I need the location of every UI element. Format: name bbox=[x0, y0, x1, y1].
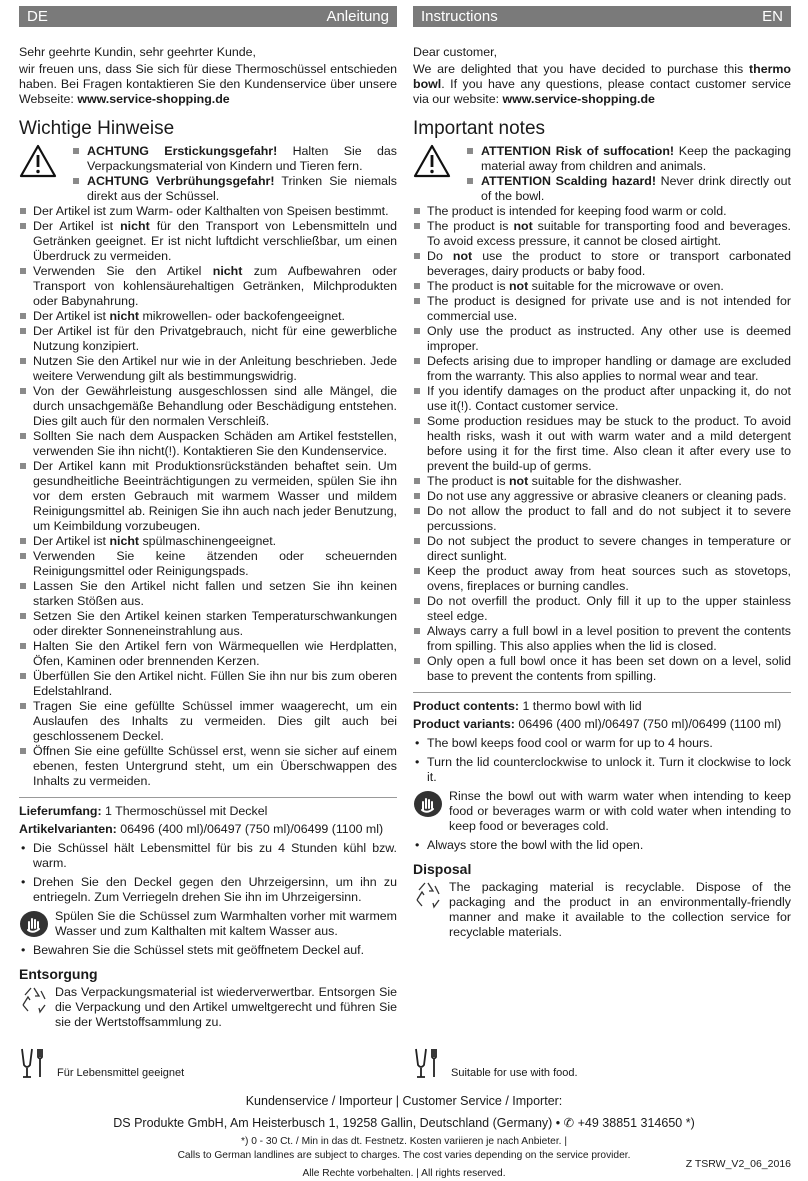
warning-item: ATTENTION Risk of suffocation! Keep the packaging material away from children and animals. bbox=[459, 144, 791, 174]
contents-line: Lieferumfang: 1 Thermoschüssel mit Deckel bbox=[19, 804, 268, 818]
disposal-block bbox=[413, 880, 791, 940]
german-header bbox=[19, 6, 397, 27]
list-item: Der Artikel ist nicht mikrowellen- oder backofengeeignet. bbox=[19, 309, 397, 324]
storage-list bbox=[19, 943, 397, 958]
warning-item: ACHTUNG Verbrühungsgefahr! Trinken Sie niemals direkt aus der Schüssel. bbox=[65, 174, 397, 204]
list-item: Only use the product as instructed. Any other use is deemed improper. bbox=[413, 324, 791, 354]
greeting: Sehr geehrte Kundin, sehr geehrter Kunde, bbox=[19, 45, 256, 59]
recycling-icon bbox=[413, 880, 443, 910]
section-title-notes: Important notes bbox=[413, 118, 546, 139]
list-item: Verwenden Sie keine ätzenden oder scheuernden Reinigungsmittel oder Reinigungspads. bbox=[19, 549, 397, 579]
warning-block bbox=[19, 144, 397, 204]
list-item: Do not use the product to store or transport carbonated beverages, dairy products or baby food. bbox=[413, 249, 791, 279]
variants-line: Artikelvarianten: 06496 (400 ml)/06497 (750 ml)/06499 (1100 ml) bbox=[19, 822, 384, 836]
list-item: Der Artikel ist für den Privatgebrauch, nicht für eine gewerbliche Nutzung konzipiert. bbox=[19, 324, 397, 354]
list-item: • Turn the lid counterclockwise to unlock it. Turn it clockwise to lock it. bbox=[413, 755, 791, 785]
list-item: Tragen Sie eine gefüllte Schüssel immer waagerecht, um ein Auslaufen des Inhalts zu vermeiden. Dies gilt auch bei geschlossenem Deckel. bbox=[19, 699, 397, 744]
disposal-text: Das Verpackungsmaterial ist wiederverwertbar. Entsorgen Sie die Verpackung und den Artikel umweltgerecht und führen Sie sie der Wertstoffsammlung zu. bbox=[55, 985, 397, 1029]
list-item: Only open a full bowl once it has been set down on a level, solid base to prevent the contents from spilling. bbox=[413, 654, 791, 684]
tip-block bbox=[19, 909, 397, 939]
list-item: Defects arising due to improper handling or damage are excluded from the warranty. This also applies to normal wear and tear. bbox=[413, 354, 791, 384]
footer-service-title: Kundenservice / Importeur | Customer Service / Importer: bbox=[245, 1094, 563, 1108]
disposal-text: The packaging material is recyclable. Dispose of the packaging and the product in an environmentally-friendly manner and make it available to the collection service for recyclable materials. bbox=[449, 880, 791, 939]
intro-text: We are delighted that you have decided to purchase this thermo bowl. If you have any questions, please contact customer service via our website: www.service-shopping.de bbox=[413, 62, 791, 106]
glass-fork-icon bbox=[19, 1047, 49, 1079]
intro bbox=[19, 45, 397, 107]
header-title: Anleitung bbox=[326, 8, 389, 25]
list-item: • Always store the bowl with the lid open. bbox=[413, 838, 791, 853]
food-safe-label: Für Lebensmittel geeignet bbox=[57, 1067, 185, 1079]
footer-address: DS Produkte GmbH, Am Heisterbusch 1, 19258 Gallin, Deutschland (Germany) • ✆ +49 38851 314650 *) bbox=[113, 1116, 695, 1130]
list-item: The product is not suitable for the dishwasher. bbox=[413, 474, 791, 489]
food-safe-de bbox=[19, 1047, 184, 1079]
header-lang-code: EN bbox=[762, 8, 783, 25]
hand-tip-icon bbox=[19, 909, 49, 939]
phone-icon: ✆ bbox=[563, 1116, 575, 1130]
warning-triangle-icon bbox=[413, 144, 451, 178]
header-lang-code: DE bbox=[27, 8, 48, 25]
list-item: Some production residues may be stuck to the product. To avoid health risks, wash it out with warm water and a mild detergent before using it for the first time. Also clean it after every use to prevent the build-up of germs. bbox=[413, 414, 791, 474]
list-item: Der Artikel kann mit Produktionsrückständen behaftet sein. Um gesundheitliche Beeinträchtigungen zu vermeiden, spülen Sie ihn vor dem ersten Gebrauch mit warmem Wasser und mildem Reinigungsmittel ab. Reinigen Sie ihn auch nach jeder Benutzung, um Keimbildung vorzubeugen. bbox=[19, 459, 397, 534]
list-item: Do not overfill the product. Only fill it up to the upper stainless steel edge. bbox=[413, 594, 791, 624]
list-item: Keep the product away from heat sources such as stovetops, ovens, fireplaces or burning candles. bbox=[413, 564, 791, 594]
usage-list bbox=[413, 736, 791, 785]
list-item: Do not allow the product to fall and do not subject it to severe percussions. bbox=[413, 504, 791, 534]
section-title-disposal: Disposal bbox=[413, 861, 472, 877]
list-item: • Bewahren Sie die Schüssel stets mit geöffnetem Deckel auf. bbox=[19, 943, 397, 958]
divider bbox=[413, 692, 791, 693]
website-link[interactable]: www.service-shopping.de bbox=[77, 92, 230, 106]
notes-list bbox=[413, 204, 791, 684]
usage-list bbox=[19, 841, 397, 905]
tip-text: Rinse the bowl out with warm water when intending to keep food or beverages warm or with cold water when intending to keep food or beverages cold. bbox=[449, 789, 791, 833]
list-item: The product is not suitable for transporting food and beverages. To avoid excess pressure, it cannot be closed airtight. bbox=[413, 219, 791, 249]
footer-cost-en: Calls to German landlines are subject to charges. The cost varies depending on the service provider. bbox=[177, 1150, 631, 1161]
warning-triangle-icon bbox=[19, 144, 57, 178]
food-safe-label: Suitable for use with food. bbox=[451, 1067, 578, 1079]
tip-text: Spülen Sie die Schüssel zum Warmhalten vorher mit warmem Wasser und zum Kalthalten mit kaltem Wasser aus. bbox=[55, 909, 397, 938]
english-column bbox=[413, 6, 791, 944]
list-item: Der Artikel ist nicht spülmaschinengeeignet. bbox=[19, 534, 397, 549]
contents-line: Product contents: 1 thermo bowl with lid bbox=[413, 699, 642, 713]
intro-text: wir freuen uns, dass Sie sich für diese Thermoschüssel entschieden haben. Bei Fragen kontaktieren Sie den Kundenservice über unsere Webseite: www.service-shopping.de bbox=[19, 62, 397, 106]
list-item: Öffnen Sie eine gefüllte Schüssel erst, wenn sie sicher auf einem ebenen, festen Untergrund steht, um ein Überschwappen des Inhalts zu vermeiden. bbox=[19, 744, 397, 789]
notes-list bbox=[19, 204, 397, 789]
hand-tip-icon bbox=[413, 789, 443, 819]
document-code: Z TSRW_V2_06_2016 bbox=[685, 1158, 791, 1170]
list-item: The product is intended for keeping food warm or cold. bbox=[413, 204, 791, 219]
warning-block bbox=[413, 144, 791, 204]
english-header bbox=[413, 6, 791, 27]
divider bbox=[19, 797, 397, 798]
list-item: If you identify damages on the product after unpacking it, do not use it(!). Contact customer service. bbox=[413, 384, 791, 414]
list-item: • The bowl keeps food cool or warm for up to 4 hours. bbox=[413, 736, 791, 751]
list-item: Setzen Sie den Artikel keinen starken Temperaturschwankungen oder direkter Sonneneinstrahlung aus. bbox=[19, 609, 397, 639]
disposal-block bbox=[19, 985, 397, 1030]
list-item: Sollten Sie nach dem Auspacken Schäden am Artikel feststellen, verwenden Sie ihn nicht(!). Kontaktieren Sie den Kundenservice. bbox=[19, 429, 397, 459]
website-link[interactable]: www.service-shopping.de bbox=[502, 92, 655, 106]
german-column bbox=[19, 6, 397, 1034]
recycling-icon bbox=[19, 985, 49, 1015]
list-item: Halten Sie den Artikel fern von Wärmequellen wie Herdplatten, Öfen, Kaminen oder brennenden Kerzen. bbox=[19, 639, 397, 669]
storage-list bbox=[413, 838, 791, 853]
greeting: Dear customer, bbox=[413, 45, 498, 59]
list-item: Der Artikel ist zum Warm- oder Kalthalten von Speisen bestimmt. bbox=[19, 204, 397, 219]
list-item: • Drehen Sie den Deckel gegen den Uhrzeigersinn, um ihn zu entriegeln. Zum Verriegeln drehen Sie ihn im Uhrzeigersinn. bbox=[19, 875, 397, 905]
list-item: Always carry a full bowl in a level position to prevent the contents from spilling. This also applies when the lid is closed. bbox=[413, 624, 791, 654]
variants-line: Product variants: 06496 (400 ml)/06497 (750 ml)/06499 (1100 ml) bbox=[413, 717, 782, 731]
list-item: Lassen Sie den Artikel nicht fallen und setzen Sie ihn keinen starken Stößen aus. bbox=[19, 579, 397, 609]
glass-fork-icon bbox=[413, 1047, 443, 1079]
warning-item: ATTENTION Scalding hazard! Never drink directly out of the bowl. bbox=[459, 174, 791, 204]
list-item: • Die Schüssel hält Lebensmittel für bis zu 4 Stunden kühl bzw. warm. bbox=[19, 841, 397, 871]
footer-rights: Alle Rechte vorbehalten. | All rights reserved. bbox=[302, 1168, 506, 1179]
tip-block bbox=[413, 789, 791, 834]
section-title-notes: Wichtige Hinweise bbox=[19, 118, 175, 139]
header-title: Instructions bbox=[421, 8, 498, 25]
list-item: Überfüllen Sie den Artikel nicht. Füllen Sie ihn nur bis zum oberen Edelstahlrand. bbox=[19, 669, 397, 699]
list-item: Nutzen Sie den Artikel nur wie in der Anleitung beschrieben. Jede weitere Verwendung gilt als bestimmungswidrig. bbox=[19, 354, 397, 384]
intro bbox=[413, 45, 791, 107]
list-item: The product is designed for private use and is not intended for commercial use. bbox=[413, 294, 791, 324]
food-safe-en bbox=[413, 1047, 578, 1079]
list-item: Verwenden Sie den Artikel nicht zum Aufbewahren oder Transport von kohlensäurehaltigen Getränken, Milchprodukten oder Babynahrung. bbox=[19, 264, 397, 309]
section-title-disposal: Entsorgung bbox=[19, 966, 98, 982]
warning-item: ACHTUNG Erstickungsgefahr! Halten Sie das Verpackungsmaterial von Kindern und Tieren fern. bbox=[65, 144, 397, 174]
footer-cost-de: *) 0 - 30 Ct. / Min in das dt. Festnetz. Kosten variieren je nach Anbieter. | bbox=[241, 1136, 567, 1147]
list-item: Von der Gewährleistung ausgeschlossen sind alle Mängel, die durch unsachgemäße Behandlung oder Beschädigung entstehen. Dies gilt auch für den normalen Verschleiß. bbox=[19, 384, 397, 429]
list-item: Do not use any aggressive or abrasive cleaners or cleaning pads. bbox=[413, 489, 791, 504]
list-item: Der Artikel ist nicht für den Transport von Lebensmitteln und Getränken geeignet. Er ist nicht luftdicht verschließbar, um einen Überdruck zu vermeiden. bbox=[19, 219, 397, 264]
list-item: Do not subject the product to severe changes in temperature or direct sunlight. bbox=[413, 534, 791, 564]
list-item: The product is not suitable for the microwave or oven. bbox=[413, 279, 791, 294]
